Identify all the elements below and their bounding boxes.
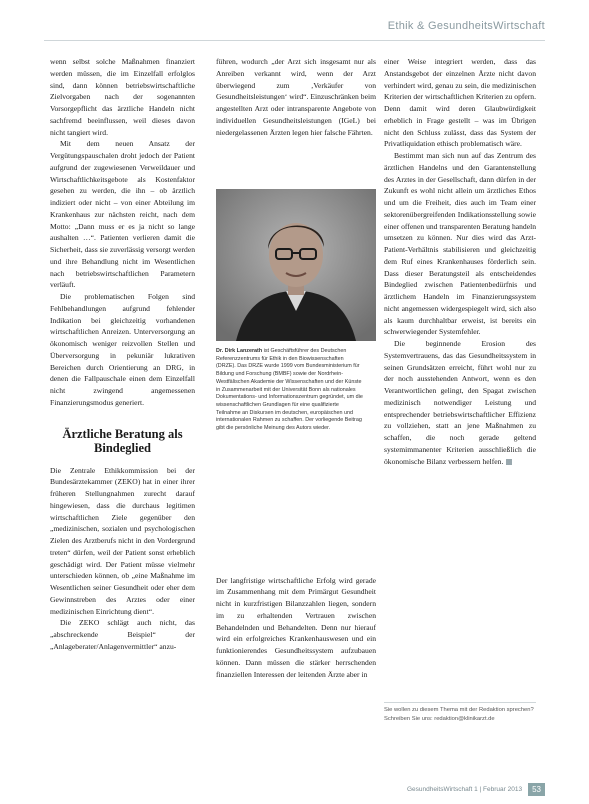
article-column-2	[216, 56, 376, 138]
publication-info: GesundheitsWirtschaft 1 | Februar 2013	[406, 786, 523, 793]
article-column-2-continued	[216, 567, 376, 688]
paragraph: einer Weise integriert werden, dass das Anstandsgebot der einzelnen Ärzte nicht davon verhindert wird, genau zu sein, die medizinischen Kriterien der wirtschaftlichen Kriterien zu opfern. Denn damit wird deren Glaubwürdigkeit erheblich in Frage gestellt – was im Übrigen nicht den Schluss zulässt, dass das System der Privatliquidation ethisch problematisch wäre.	[384, 57, 536, 149]
end-of-article-marker	[506, 459, 512, 465]
paragraph: Bestimmt man sich nun auf das Zentrum des ärztlichen Handelns und den Garantenstellung des Arztes in der Gesellschaft, dann dürfen in der Zukunft es wohl nicht allein um ärztliches Ethos und um die Freiheit, dies auch im Team einer sektorenübergreifenden Indikationsstellung sowie einer offenen und transparenten Beratung handeln umsetzen zu können. Nur dies wird das Arzt-Patient-Verhältnis stabilisieren und gleichzeitig dem Ruf eines Krankenhauses förderlich sein. Dass dieser Beratungsteil als entscheidendes Bindeglied zwischen Patientenbedürfnis und ärztlichem Handeln im Finanzierungssystem nicht angemessen widergespiegelt wird, sich also als kaum durchhaltbar erweist, ist bereits ein schwerwiegender Systemfehler.	[384, 151, 536, 337]
author-portrait-photo	[216, 189, 376, 341]
paragraph: führen, wodurch „der Arzt sich insgesamt nur als Anreiben verkannt wird, wenn der Arzt überwiegend zum ‚Verkäufer von Gesundheitsleistungen‘ wird“. Einzuschränken beim angestellten Arzt oder intransparente Angebote von individuellen Gesundheitsleistungen (IGeL) bei niedergelassenen Ärzten legen hier falsche Fährten.	[216, 57, 376, 137]
paragraph: Die problematischen Folgen sind Fehlbehandlungen aufgrund fehlender Indikation bei gleichzeitig vorhandenen wirtschaftlichen Anreizen. Unterversorgung an ökonomisch weniger reizvollen Stellen und Überversorgung in pekuniär lukrativen Bereichen durch Orientierung an DRG, in denen die Fallpauschale einen dem Einzelfall nicht zwingend angemessenen Finanzierungsmodus generiert.	[50, 292, 195, 407]
page-footer	[407, 783, 545, 796]
paragraph: Die ZEKO schlägt auch nicht, das „abschreckende Beispiel“ der „Anlageberater/Anlagenvermittler“ anzu-	[50, 618, 195, 651]
paragraph	[384, 338, 536, 467]
section-header: Ethik & GesundheitsWirtschaft	[387, 20, 545, 32]
header-divider	[44, 40, 545, 41]
portrait-illustration	[216, 189, 376, 341]
paragraph: Die Zentrale Ethikkommission bei der Bundesärztekammer (ZEKO) hat in einer ihrer früheren Stellungnahmen zurecht darauf hingewiesen, dass die durchaus legitimen wirtschaftlichen Ziele gegenüber den „medizinischen, sozialen und psychologischen Zielen des Arztberufs nicht in den Vordergrund treten“ dürfen, weil der Patient sonst erheblich geschädigt wird. Der Patient müsse vielmehr unterschieden können, ob „eine Maßnahme im Wesentlichen seiner Gesundheit oder eher dem Gewinnstreben des Arztes oder einer medizinischen Einrichtung dient“.	[50, 465, 195, 616]
author-name: Dr. Dirk Lanzerath	[216, 348, 263, 354]
paragraph: Der langfristige wirtschaftliche Erfolg wird gerade im Zusammenhang mit dem Primärgut Gesundheit nicht in kurzfristigen Bilanzzahlen liegen, sondern im zu erhaltenden Vertrauen zwischen Behandelnden und Behandelten. Denn nur hierauf wird ein erfolgreiches Krankenhauswesen und ein funktionierendes Gesundheitssystem aufzubauen können. Dann müssen die stärker herrschenden finanziellen Interessen der leitenden Ärzte aber in	[216, 575, 376, 679]
paragraph: Mit dem neuen Ansatz der Vergütungspauschalen droht jedoch der Patient aufgrund der zugewiesenen Verweildauer und Wirtschaftlichkeitsgebote als Kostenfaktor gesehen zu werden, die ihn – ob ärztlich indiziert oder nicht – von einer Abteilung im Krankenhaus zur nächsten reicht, nach dem Motto: „Dann muss er es ja nicht so lange aushalten …“. Patienten verlieren damit die Sicherheit, dass sie zuverlässig versorgt werden und ihre Behandlung nicht im Wesentlichen nach betriebswirtschaftlichen Parametern verläuft.	[50, 139, 195, 290]
section-heading: Ärztliche Beratung als Bindeglied	[62, 426, 183, 455]
editorial-contact-note: Sie wollen zu diesem Thema mit der Redaktion sprechen? Schreiben Sie uns: redaktion@klinikarzt.de	[384, 702, 536, 724]
page-number: 53	[528, 783, 545, 796]
closing-paragraph-text: Die beginnende Erosion des Systemvertrauens, das das Gesundheitssystem in seinen Grundsätzen erreicht, führt wohl nur zu der noch ausstehenden Antwort, wenn es den Verantwortlichen gelingt, den Spagat zwischen medizinisch notwendiger Leistung und entsprechender betriebswirtschaftlicher Effizienz zu vollziehen, statt an jene Maßnahmen zu schaffen, die noch gerade geltend systemimmanenter Kriterien ausschließlich die ökonomische Bilanz verbessern helfen.	[384, 339, 536, 466]
author-caption	[216, 348, 364, 433]
article-column-1	[50, 56, 195, 653]
paragraph: wenn selbst solche Maßnahmen finanziert werden müssen, die im Einzelfall erfolglos sind, dann können betriebswirtschaftliche Zielvorgaben nach der sogenannten Vorsorgepflicht das ärztliche Handeln nicht sachfremd beeinflussen, weil dieses davon nicht tangiert wird.	[50, 57, 195, 137]
author-bio: ist Geschäftsführer des Deutschen Referenzzentrums für Ethik in den Biowissenschaften (DRZE). Das DRZE wurde 1999 vom Bundesministerium für Bildung und Forschung (BMBF) sowie der Nordrhein-Westfälischen Akademie der Wissenschaften und der Künste in Zusammenarbeit mit der Universität Bonn als nationales Dokumentations- und Informationszentrum gegründet, um die wissenschaftlichen Grundlagen für eine qualifizierte Teilnahme an Diskursen im deutschen, europäischen und internationalen Rahmen zu schaffen. Der vorliegende Beitrag gibt die persönliche Meinung des Autors wieder.	[216, 348, 363, 432]
article-column-3	[384, 56, 536, 467]
